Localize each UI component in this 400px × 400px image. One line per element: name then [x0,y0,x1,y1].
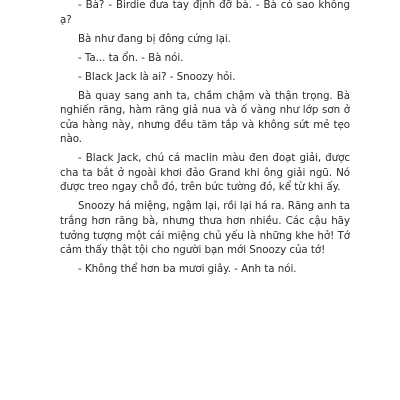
paragraph-4: - Black Jack là ai? - Snoozy hỏi. [78,70,236,83]
body-text [60,0,350,277]
paragraph-5: Bà quay sang anh ta, chầm chậm và thận trọng. Bà nghiến răng, hàm răng giả nua và ố vàng như lớp sơn ở cửa hàng này, nhưng đều tăm tắp và không sứt mẻ tẹo nào. [60,89,350,146]
paragraph-6: - Black Jack, chú cá maclin màu đen đoạt giải, được cha ta bắt ở ngoài khơi đảo Grand khi ông giải ngũ. Nó được treo ngay chỗ đó, trên bức tường đó, kể từ khi ấy. [60,152,350,194]
paragraph-3: - Ta... ta ổn. - Bà nói. [78,51,184,64]
paragraph-8: - Không thể hơn ba mươi giây. - Anh ta nói. [78,263,297,276]
paragraph-1: - Bà? - Birdie đưa tay định đỡ bà. - Bà có sao không ạ? [60,0,350,26]
paragraph-2: Bà như đang bị đông cứng lại. [78,32,231,45]
paragraph-7: Snoozy há miệng, ngậm lại, rồi lại há ra. Răng anh ta trắng hơn răng bà, nhưng thưa hơn nhiều. Các cậu hãy tưởng tượng một cái miệng chủ yếu là những khe hở! Tớ cảm thấy thật tội cho người bạn mới Snoozy của tớ! [60,200,350,257]
